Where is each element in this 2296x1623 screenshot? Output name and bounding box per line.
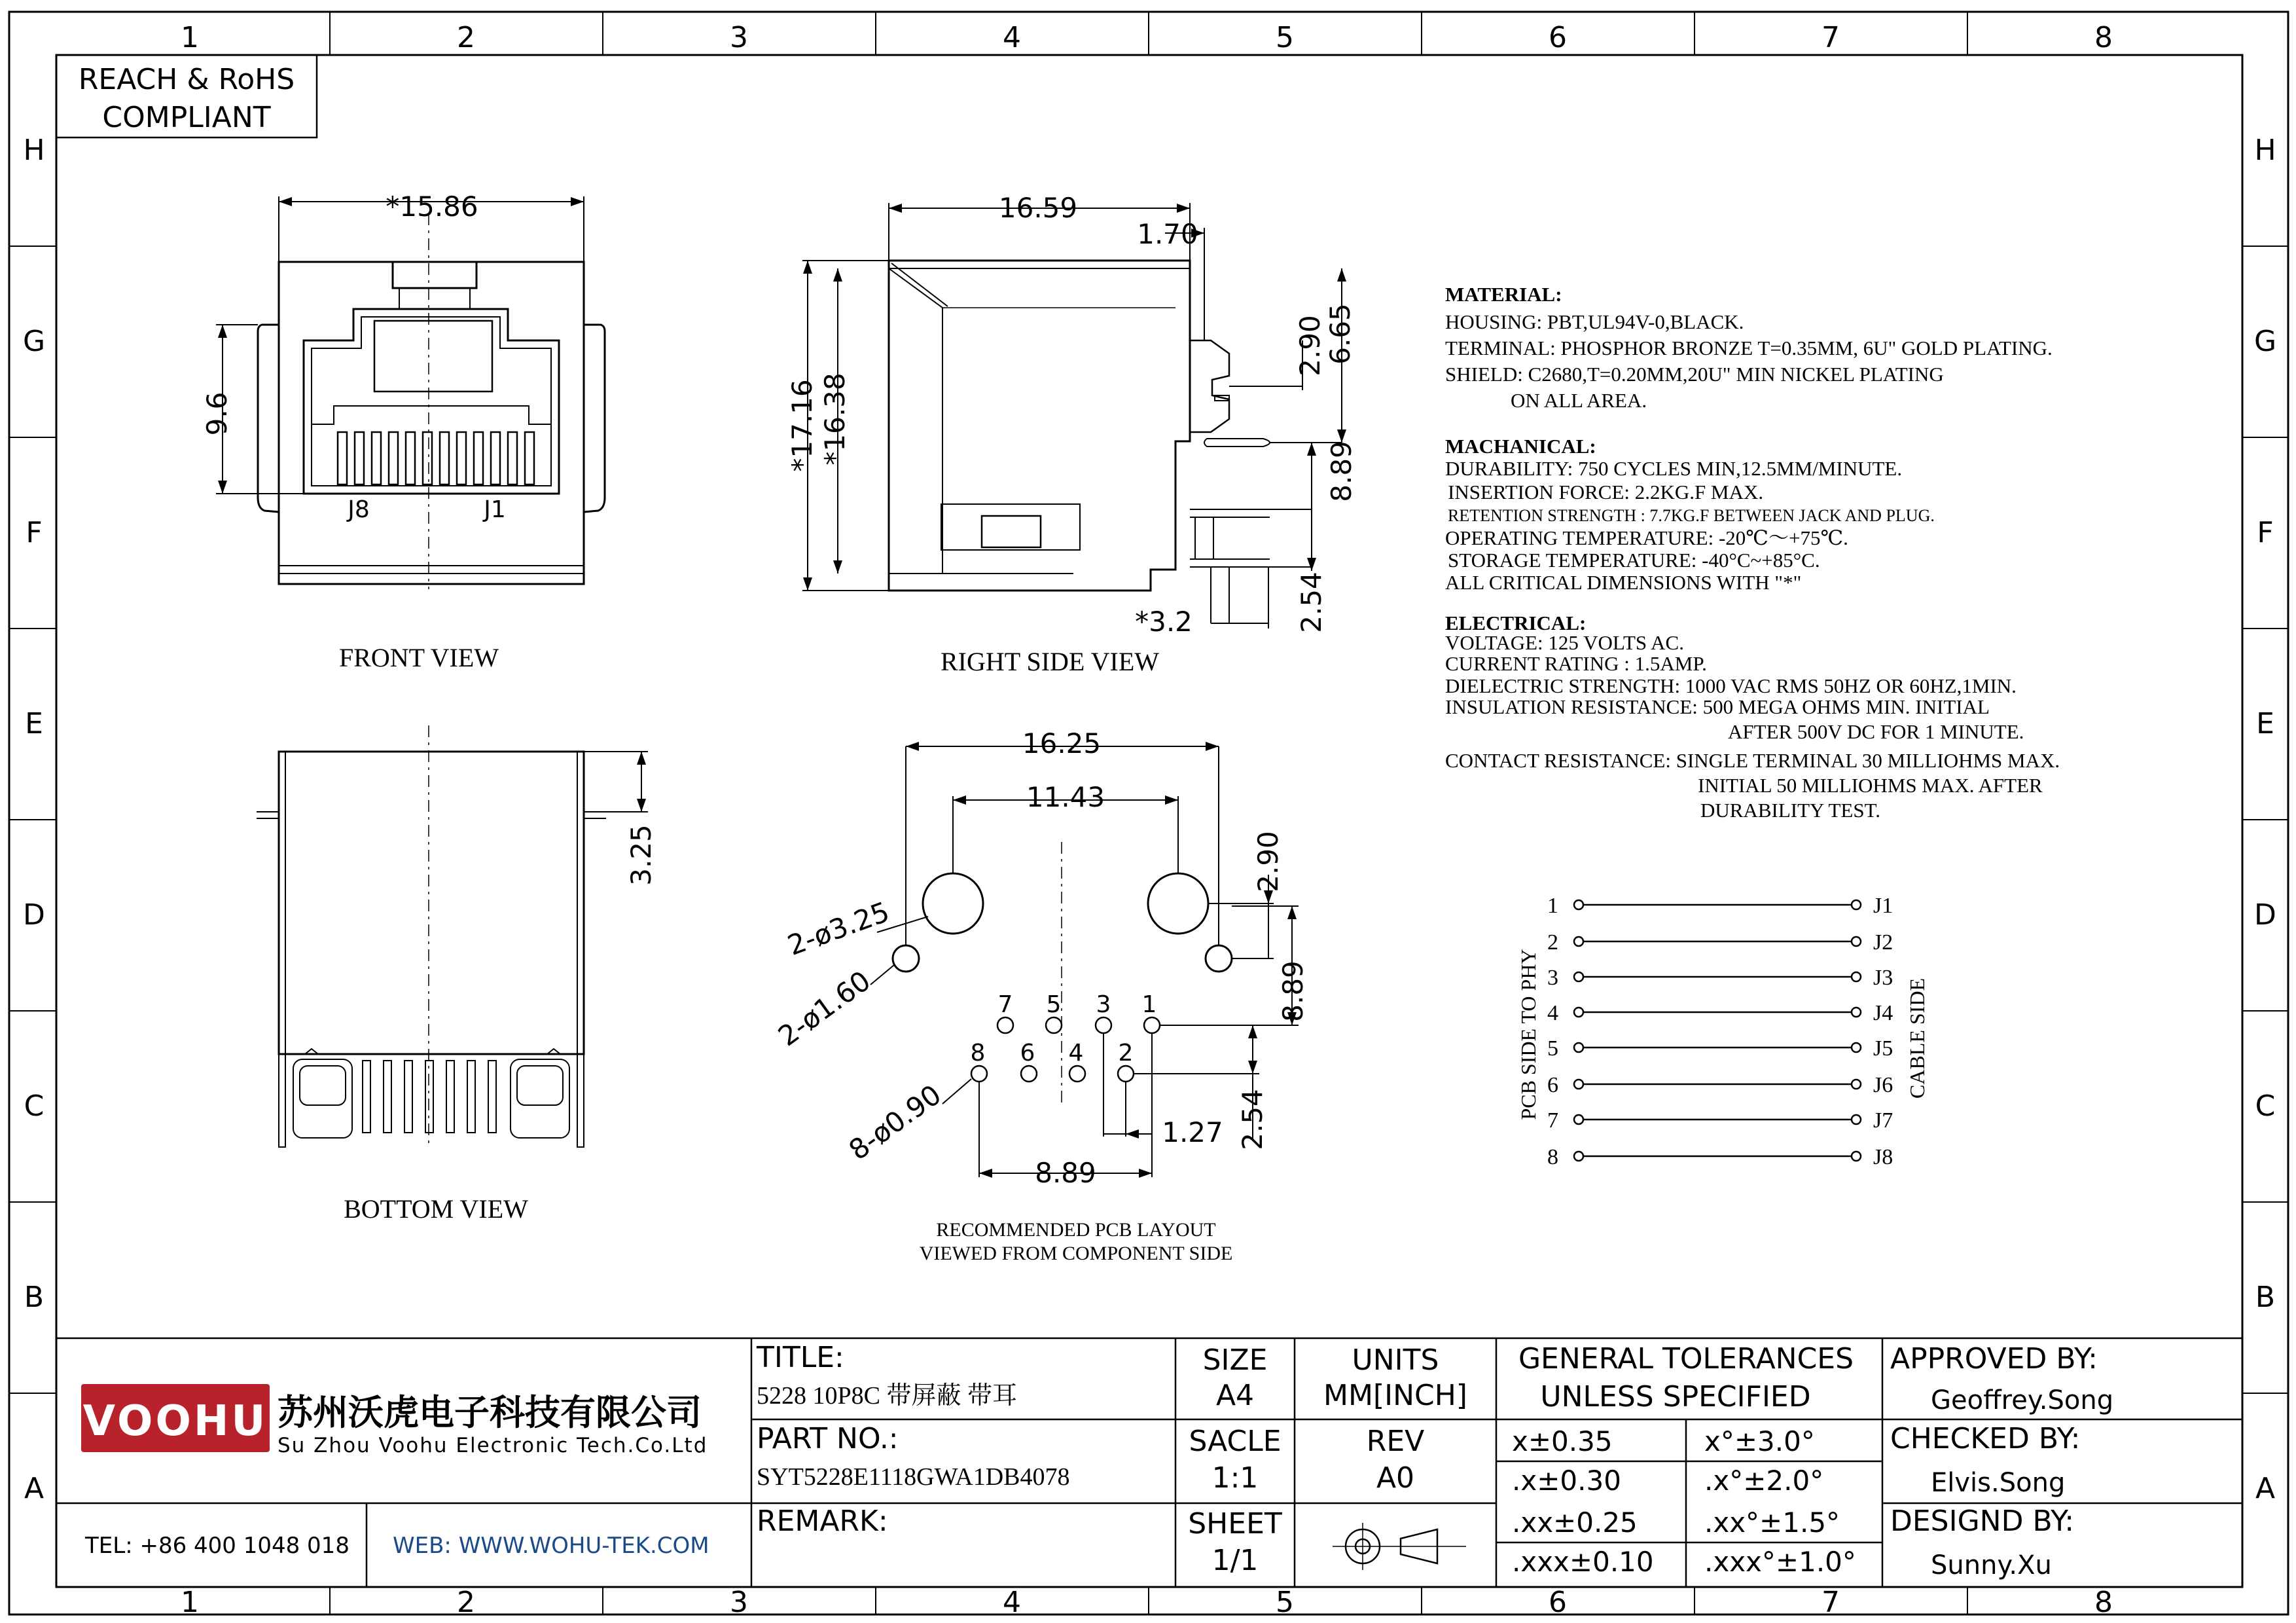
rev-label: REV [1366,1425,1425,1458]
row-label-right: G [2253,325,2277,358]
pcb-callout-1-60: 2-ø1.60 [772,964,877,1053]
row-label-right: E [2256,707,2274,740]
row-label-left: B [24,1281,45,1314]
tolerance-linear: x±0.35 [1512,1425,1613,1457]
schematic-left-pin: 1 [1547,894,1558,918]
rsv-dim-16-59: 16.59 [998,192,1078,224]
schematic-left-pin: 4 [1547,1001,1558,1025]
schematic-right-pin: J1 [1873,894,1893,918]
pcb-dim-8-89: 8.89 [1277,960,1309,1022]
pcb-dim-2-54: 2.54 [1236,1089,1268,1150]
pcb-dim-8-89b: 8.89 [1035,1157,1096,1189]
pcb-pin-label: 7 [997,991,1013,1018]
tel: TEL: +86 400 1048 018 [85,1533,350,1559]
col-label-top: 8 [2094,21,2113,54]
col-label-top: 4 [1003,21,1021,54]
pcb-pin-label: 6 [1020,1040,1035,1067]
schematic-left-pin: 2 [1547,930,1558,955]
spec-line: ALL CRITICAL DIMENSIONS WITH "*" [1445,571,1802,594]
checked-by: Elvis.Song [1931,1468,2066,1498]
schematic-left-pin: 7 [1547,1108,1558,1133]
pcb-dim-11-43: 11.43 [1026,781,1105,813]
spec-line: OPERATING TEMPERATURE: -20℃～+75℃. [1445,526,1848,549]
title-value: 5228 10P8C 带屏蔽 带耳 [757,1382,1017,1410]
row-label-right: A [2255,1472,2276,1505]
size-value: A4 [1215,1379,1255,1412]
spec-line: RETENTION STRENGTH : 7.7KG.F BETWEEN JACK AND PLUG. [1448,506,1935,525]
row-label-left: F [26,516,43,549]
size-label: SIZE [1202,1343,1268,1377]
row-label-left: D [23,898,45,932]
checked-label: CHECKED BY: [1890,1422,2081,1455]
spec-line: SHIELD: C2680,T=0.20MM,20U" MIN NICKEL PLATING [1445,363,1944,386]
company-name-cn: 苏州沃虎电子科技有限公司 [278,1392,702,1433]
front-view [216,196,605,589]
tolerance-angular: x°±3.0° [1704,1425,1815,1457]
spec-material-heading: MATERIAL: [1445,283,1562,306]
spec-line: DURABILITY: 750 CYCLES MIN,12.5MM/MINUTE. [1445,457,1903,480]
pcb-pin-label: 3 [1096,991,1111,1018]
pcb-callout-0-90: 8-ø0.90 [842,1078,948,1167]
spec-line: STORAGE TEMPERATURE: -40°C~+85°C. [1448,549,1820,572]
website-link[interactable]: WEB: WWW.WOHU-TEK.COM [393,1533,709,1559]
pcb-callout-3-25: 2-ø3.25 [783,895,894,962]
pin-schematic [1574,900,1861,1161]
row-label-left: H [23,134,45,167]
compliance-line1: REACH & RoHS [78,63,295,96]
schematic-right-pin: J3 [1873,966,1893,990]
schematic-right-pin: J5 [1873,1036,1893,1061]
schematic-right-label: CABLE SIDE [1905,978,1929,1099]
col-label-bottom: 8 [2094,1586,2113,1619]
front-pin-j1: J1 [484,496,506,523]
approved-by: Geoffrey.Song [1931,1385,2114,1415]
rsv-dim-6-65: 6.65 [1324,303,1356,365]
spec-line: ON ALL AREA. [1511,389,1647,412]
pcb-pin-label: 1 [1141,991,1157,1018]
units-value: MM[INCH] [1323,1379,1467,1412]
schematic-right-pin: J2 [1873,930,1893,955]
schematic-left-pin: 8 [1547,1145,1558,1169]
col-label-bottom: 1 [181,1586,199,1619]
pcb-pin-label: 5 [1046,991,1062,1018]
tolerance-heading-2: UNLESS SPECIFIED [1540,1380,1811,1413]
front-height-dim: 9.6 [201,392,233,436]
sheet-label: SHEET [1188,1507,1282,1541]
approved-label: APPROVED BY: [1890,1342,2098,1376]
bottom-view [257,725,648,1147]
compliance-box [56,55,317,137]
pcb-pin-label: 4 [1068,1040,1084,1067]
col-label-top: 5 [1276,21,1294,54]
row-label-left: E [25,707,43,740]
schematic-left-pin: 3 [1547,966,1558,990]
remark-label: REMARK: [757,1504,888,1538]
right-side-view-label: RIGHT SIDE VIEW [940,647,1160,676]
col-label-bottom: 5 [1276,1586,1294,1619]
tolerance-angular: .xx°±1.5° [1704,1506,1840,1539]
sheet-value: 1/1 [1211,1544,1259,1577]
spec-line: CURRENT RATING : 1.5AMP. [1445,652,1707,675]
spec-line: INITIAL 50 MILLIOHMS MAX. AFTER [1698,774,2043,797]
col-label-top: 7 [1821,21,1840,54]
projection-symbol [1333,1523,1466,1570]
bottom-dim-3-25: 3.25 [625,824,657,886]
units-label: UNITS [1352,1343,1439,1377]
title-block-grid [56,1338,2242,1587]
scale-value: 1:1 [1211,1461,1259,1495]
spec-line: INSULATION RESISTANCE: 500 MEGA OHMS MIN. INITIAL [1445,695,1990,718]
front-width-dim: *15.86 [386,191,478,223]
designed-by: Sunny.Xu [1931,1550,2052,1580]
schematic-right-pin: J8 [1873,1145,1893,1169]
front-view-label: FRONT VIEW [338,643,499,672]
bottom-view-label: BOTTOM VIEW [344,1194,528,1224]
spec-line: AFTER 500V DC FOR 1 MINUTE. [1728,720,2024,743]
spec-mechanical-heading: MACHANICAL: [1445,435,1596,458]
tolerance-angular: .x°±2.0° [1704,1465,1824,1497]
rsv-dim-2-54: 2.54 [1295,572,1327,633]
row-label-right: H [2254,134,2276,167]
row-label-right: B [2255,1281,2276,1314]
schematic-left-pin: 6 [1547,1073,1558,1097]
schematic-right-pin: J6 [1873,1073,1893,1097]
spec-line: INSERTION FORCE: 2.2KG.F MAX. [1448,481,1764,503]
schematic-right-pin: J4 [1873,1001,1893,1025]
row-label-left: C [24,1089,45,1123]
row-label-left: A [24,1472,45,1505]
tolerance-linear: .xxx±0.10 [1512,1546,1654,1578]
compliance-line2: COMPLIANT [102,101,271,134]
spec-line: DIELECTRIC STRENGTH: 1000 VAC RMS 50HZ OR 60HZ,1MIN. [1445,674,2017,697]
col-label-top: 3 [730,21,748,54]
pcb-label-line1: RECOMMENDED PCB LAYOUT [936,1219,1216,1241]
logo-text: VOOHU [82,1397,268,1446]
rsv-dim-3-2: *3.2 [1135,606,1193,638]
spec-electrical-heading: ELECTRICAL: [1445,611,1587,634]
pcb-pin-label: 2 [1118,1040,1134,1067]
part-no-value: SYT5228E1118GWA1DB4078 [757,1463,1070,1491]
spec-line: DURABILITY TEST. [1700,799,1880,822]
col-label-bottom: 7 [1821,1586,1840,1619]
scale-label: SACLE [1189,1425,1282,1458]
col-label-bottom: 3 [730,1586,748,1619]
row-label-left: G [22,325,46,358]
col-label-bottom: 2 [457,1586,475,1619]
col-label-bottom: 6 [1549,1586,1567,1619]
pcb-label-line2: VIEWED FROM COMPONENT SIDE [919,1243,1233,1264]
front-pin-j8: J8 [348,496,370,523]
pcb-dim-2-90: 2.90 [1252,831,1284,892]
right-side-view [802,203,1346,629]
rsv-dim-1-70: 1.70 [1137,218,1198,250]
rsv-dim-17-16: *17.16 [786,379,818,472]
designed-label: DESIGND BY: [1890,1504,2075,1538]
spec-line: VOLTAGE: 125 VOLTS AC. [1445,631,1684,654]
rsv-dim-2-90: 2.90 [1294,315,1326,376]
tolerance-heading-1: GENERAL TOLERANCES [1518,1342,1854,1376]
tolerance-angular: .xxx°±1.0° [1704,1546,1856,1578]
title-label: TITLE: [757,1341,844,1374]
col-label-bottom: 4 [1003,1586,1021,1619]
col-label-top: 6 [1549,21,1567,54]
col-label-top: 1 [181,21,199,54]
row-label-right: C [2255,1089,2276,1123]
rsv-dim-8-89: 8.89 [1325,441,1357,502]
spec-line: CONTACT RESISTANCE: SINGLE TERMINAL 30 MILLIOHMS MAX. [1445,749,2060,772]
schematic-left-pin: 5 [1547,1036,1558,1061]
pcb-pin-label: 8 [970,1040,986,1067]
schematic-left-label: PCB SIDE TO PHY [1516,949,1540,1120]
row-label-right: F [2257,516,2274,549]
spec-line: HOUSING: PBT,UL94V-0,BLACK. [1445,310,1744,333]
company-name-en: Su Zhou Voohu Electronic Tech.Co.Ltd [278,1434,708,1457]
rev-value: A0 [1376,1461,1415,1495]
pcb-dim-16-25: 16.25 [1022,727,1102,759]
part-no-label: PART NO.: [757,1422,899,1455]
row-label-right: D [2254,898,2276,932]
rsv-dim-16-38: *16.38 [819,373,851,465]
spec-line: TERMINAL: PHOSPHOR BRONZE T=0.35MM, 6U" GOLD PLATING. [1445,337,2053,359]
pcb-dim-1-27: 1.27 [1162,1116,1223,1148]
schematic-right-pin: J7 [1873,1108,1893,1133]
tolerance-linear: .xx±0.25 [1512,1506,1638,1539]
tolerance-linear: .x±0.30 [1512,1465,1621,1497]
col-label-top: 2 [457,21,475,54]
